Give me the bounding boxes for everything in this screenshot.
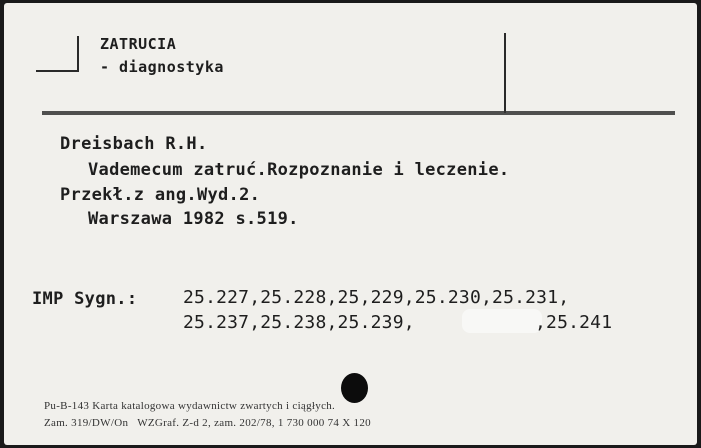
catalog-card: [4, 3, 697, 445]
header-rule: [42, 111, 675, 115]
erased-area: [462, 309, 542, 333]
signature-label: IMP Sygn.:: [32, 289, 138, 309]
entry-title: Vademecum zatruć.Rozpoznanie i leczenie.: [88, 160, 510, 180]
entry-author: Dreisbach R.H.: [60, 134, 208, 154]
heading-subdivision: - diagnostyka: [100, 58, 224, 76]
heading-bracket-vertical: [77, 36, 79, 72]
entry-publication: Warszawa 1982 s.519.: [88, 209, 299, 229]
footer-print-info: Zam. 319/DW/On WZGraf. Z-d 2, zam. 202/78, 1 730 000 74 X 120: [44, 417, 371, 429]
heading-bracket-horizontal: [36, 70, 79, 72]
signature-numbers-line2-end: ,25.241: [535, 312, 613, 333]
entry-translation: Przekł.z ang.Wyd.2.: [60, 185, 261, 205]
right-divider: [504, 33, 506, 113]
footer-form-name: Pu-B-143 Karta katalogowa wydawnictw zwartych i ciągłych.: [44, 400, 336, 412]
signature-numbers-line2: 25.237,25.238,25.239,: [183, 312, 415, 333]
signature-numbers-line1: 25.227,25.228,25,229,25.230,25.231,: [183, 287, 570, 308]
punch-hole: [341, 373, 368, 403]
heading-subject: ZATRUCIA: [100, 35, 177, 53]
